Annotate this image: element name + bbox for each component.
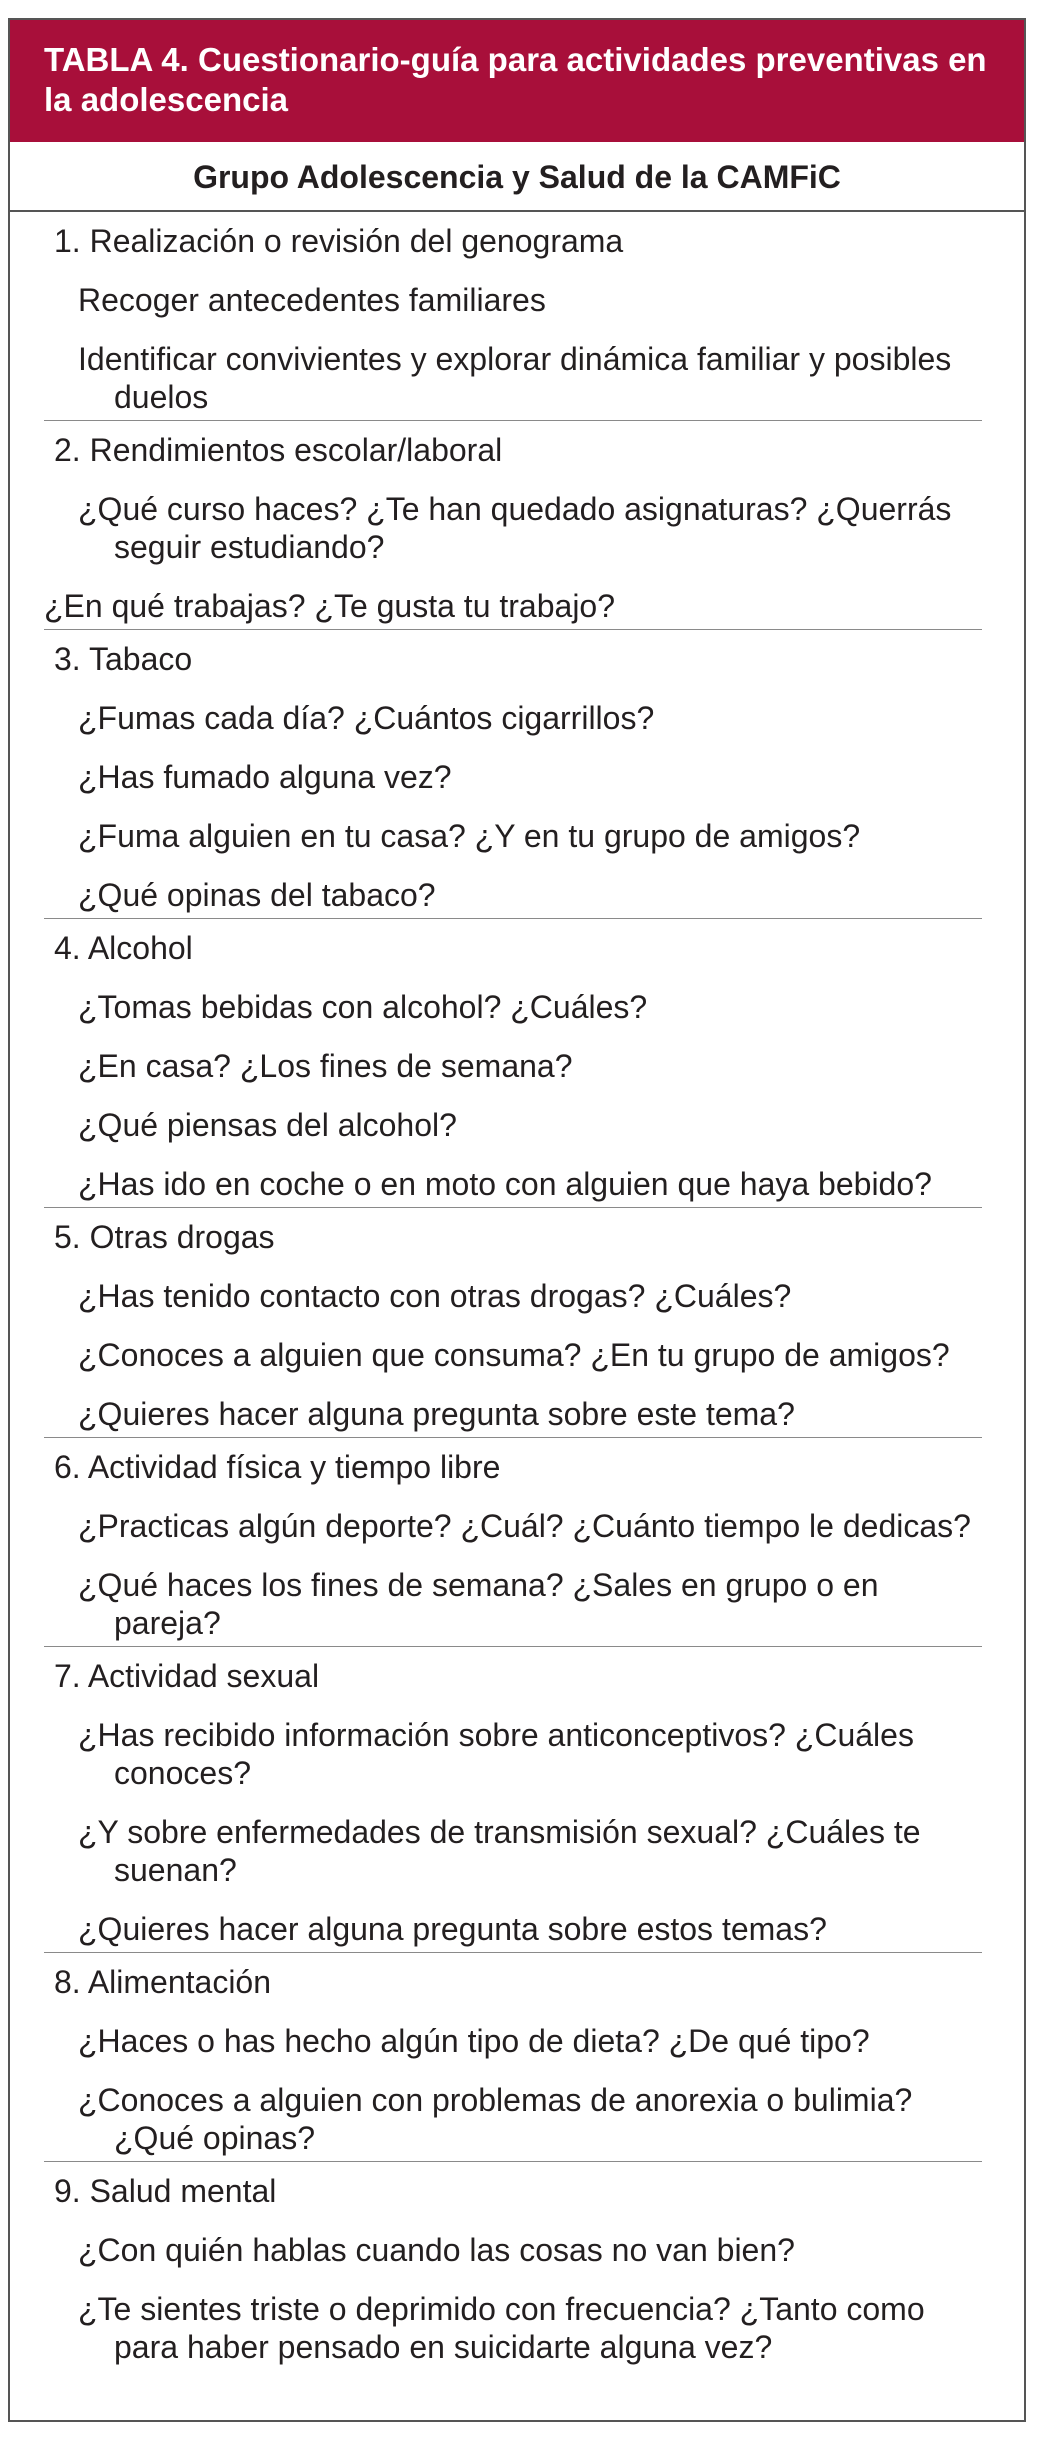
- section-otras-drogas: [44, 1208, 982, 1438]
- section-actividad-sexual: [44, 1647, 982, 1953]
- question-item: ¿Te sientes triste o deprimido con frecuencia? ¿Tanto como para haber pensado en suicidarte alguna vez?: [78, 2291, 925, 2365]
- section-heading: 3. Tabaco: [54, 641, 193, 677]
- question-item: ¿Has fumado alguna vez?: [78, 759, 452, 795]
- question-item: ¿Fumas cada día? ¿Cuántos cigarrillos?: [78, 700, 655, 736]
- section-actividad-fisica: [44, 1438, 982, 1647]
- question-item: ¿Conoces a alguien que consuma? ¿En tu grupo de amigos?: [78, 1337, 950, 1373]
- question-item: ¿Qué curso haces? ¿Te han quedado asignaturas? ¿Querrás seguir estudiando?: [78, 491, 952, 565]
- section-heading: 1. Realización o revisión del genograma: [54, 223, 624, 259]
- question-item: ¿Tomas bebidas con alcohol? ¿Cuáles?: [78, 989, 648, 1025]
- table-subtitle: Grupo Adolescencia y Salud de la CAMFiC: [10, 142, 1024, 212]
- section-genograma: [44, 212, 982, 421]
- question-item: ¿En qué trabajas? ¿Te gusta tu trabajo?: [44, 588, 616, 624]
- section-heading: 9. Salud mental: [54, 2173, 277, 2209]
- question-item: ¿Con quién hablas cuando las cosas no van bien?: [78, 2232, 795, 2268]
- question-item: ¿Qué opinas del tabaco?: [78, 877, 436, 913]
- question-item: ¿Conoces a alguien con problemas de anorexia o bulimia? ¿Qué opinas?: [78, 2082, 913, 2156]
- question-item: ¿Fuma alguien en tu casa? ¿Y en tu grupo de amigos?: [78, 818, 861, 854]
- section-alcohol: [44, 919, 982, 1208]
- question-item: ¿Quieres hacer alguna pregunta sobre estos temas?: [78, 1911, 827, 1947]
- question-item: ¿Haces o has hecho algún tipo de dieta? ¿De qué tipo?: [78, 2023, 870, 2059]
- question-item: ¿Qué piensas del alcohol?: [78, 1107, 457, 1143]
- section-heading: 6. Actividad física y tiempo libre: [54, 1449, 501, 1485]
- question-item: Recoger antecedentes familiares: [78, 282, 546, 318]
- question-item: Identificar convivientes y explorar dinámica familiar y posibles duelos: [78, 341, 952, 415]
- section-heading: 7. Actividad sexual: [54, 1658, 320, 1694]
- section-heading: 4. Alcohol: [54, 930, 193, 966]
- table-title: TABLA 4. Cuestionario-guía para actividades preventivas en la adolescencia: [10, 20, 1024, 142]
- question-item: ¿En casa? ¿Los fines de semana?: [78, 1048, 573, 1084]
- section-heading: 8. Alimentación: [54, 1964, 272, 2000]
- section-alimentacion: [44, 1953, 982, 2162]
- question-item: ¿Y sobre enfermedades de transmisión sexual? ¿Cuáles te suenan?: [78, 1814, 921, 1888]
- question-item: ¿Has recibido información sobre anticonceptivos? ¿Cuáles conoces?: [78, 1717, 914, 1791]
- question-item: ¿Has tenido contacto con otras drogas? ¿Cuáles?: [78, 1278, 792, 1314]
- table-body: [10, 212, 1024, 2370]
- question-item: ¿Qué haces los fines de semana? ¿Sales en grupo o en pareja?: [78, 1567, 879, 1641]
- section-tabaco: [44, 630, 982, 919]
- section-rendimientos: [44, 421, 982, 630]
- section-heading: 2. Rendimientos escolar/laboral: [54, 432, 503, 468]
- section-heading: 5. Otras drogas: [54, 1219, 275, 1255]
- question-item: ¿Has ido en coche o en moto con alguien que haya bebido?: [78, 1166, 932, 1202]
- question-item: ¿Quieres hacer alguna pregunta sobre este tema?: [78, 1396, 795, 1432]
- questionnaire-table: [8, 18, 1026, 2422]
- section-salud-mental: [44, 2162, 982, 2370]
- question-item: ¿Practicas algún deporte? ¿Cuál? ¿Cuánto tiempo le dedicas?: [78, 1508, 971, 1544]
